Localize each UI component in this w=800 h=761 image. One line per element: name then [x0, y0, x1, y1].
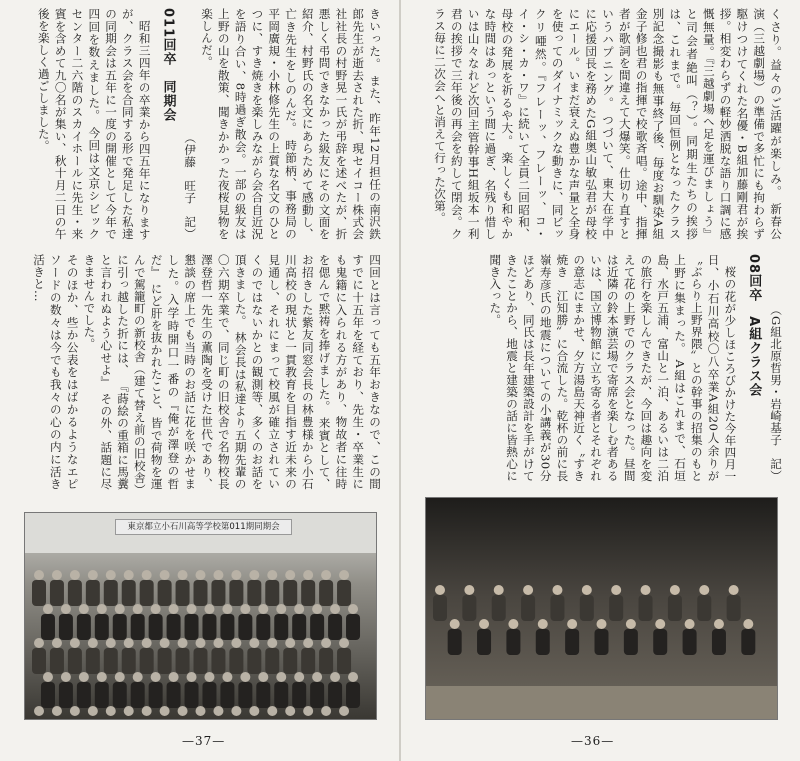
- photo-person-body: [639, 595, 653, 621]
- photo-person-body: [492, 595, 506, 621]
- photo-person-head: [552, 585, 562, 595]
- photo-person-head: [450, 619, 460, 629]
- photo-person-body: [477, 629, 491, 655]
- photo-person-head: [124, 638, 134, 648]
- photo-person-body: [536, 629, 550, 655]
- photo-person-body: [229, 648, 243, 674]
- photo-person-body: [122, 580, 136, 606]
- photo-person-body: [59, 614, 73, 640]
- photo-person-body: [41, 614, 55, 640]
- photo-person-body: [77, 614, 91, 640]
- photo-person-body: [59, 682, 73, 708]
- photo-person-body: [68, 580, 82, 606]
- photo-person-head: [106, 638, 116, 648]
- photo-person-head: [249, 638, 259, 648]
- photo-person-head: [699, 585, 709, 595]
- photo-person-head: [729, 585, 739, 595]
- photo-person-head: [204, 604, 214, 614]
- photo-person-head: [88, 638, 98, 648]
- photo-person-head: [276, 672, 286, 682]
- photo-person-head: [312, 672, 322, 682]
- photo-person-head: [348, 604, 358, 614]
- photo-person-head: [567, 619, 577, 629]
- photo-person-body: [77, 682, 91, 708]
- photo-person-body: [50, 648, 64, 674]
- photo-person-head: [276, 604, 286, 614]
- photo-person-body: [506, 629, 520, 655]
- photo-person-head: [339, 638, 349, 648]
- photo-person-head: [670, 585, 680, 595]
- page-36: [401, 0, 800, 761]
- photo-person-head: [267, 570, 277, 580]
- photo-person-body: [185, 614, 199, 640]
- photo-person-head: [249, 570, 259, 580]
- photo-person-head: [61, 672, 71, 682]
- photo-person-body: [265, 648, 279, 674]
- photo-person-body: [220, 682, 234, 708]
- photo-person-head: [196, 570, 206, 580]
- photo-person-head: [34, 638, 44, 648]
- photo-person-head: [160, 570, 170, 580]
- photo-person-body: [565, 629, 579, 655]
- photo-person-head: [52, 706, 62, 716]
- photo-person-body: [238, 614, 252, 640]
- right-col1-signature: （G組北原哲男・岩崎基子 記）: [769, 304, 783, 482]
- photo-person-body: [741, 629, 755, 655]
- photo-person-head: [312, 604, 322, 614]
- photo-person-body: [712, 629, 726, 655]
- photo-person-head: [133, 604, 143, 614]
- group-photo-011: [24, 512, 377, 720]
- left-col4-text: そのほか、些か公表をはばかるようなエピソードの数々は今でも我々の心の内に活き活きと…: [32, 254, 80, 490]
- photo-person-head: [655, 619, 665, 629]
- photo-person-body: [167, 614, 181, 640]
- photo-person-head: [303, 638, 313, 648]
- photo-person-body: [256, 614, 270, 640]
- photo-person-body: [149, 614, 163, 640]
- photo-person-body: [346, 614, 360, 640]
- photo-person-head: [249, 706, 259, 716]
- photo-person-head: [538, 619, 548, 629]
- photo-person-body: [319, 648, 333, 674]
- photo-person-body: [95, 614, 109, 640]
- photo-person-head: [52, 638, 62, 648]
- photo-person-body: [122, 648, 136, 674]
- photo-person-head: [743, 619, 753, 629]
- photo-person-head: [160, 706, 170, 716]
- photo-person-head: [339, 570, 349, 580]
- photo-person-body: [86, 648, 100, 674]
- photo-person-head: [124, 706, 134, 716]
- photo-person-body: [238, 682, 252, 708]
- photo-person-head: [626, 619, 636, 629]
- left-lower-text: [16, 254, 383, 490]
- photo-person-head: [43, 604, 53, 614]
- photo-person-head: [240, 672, 250, 682]
- photo-person-body: [328, 614, 342, 640]
- photo-person-body: [140, 580, 154, 606]
- photo-person-head: [231, 706, 241, 716]
- right-col2-text: 桜の花が少しほころびかけた今年四月一日、小石川高校〇八卒業A組20人余りが〝ぶらり上野界隈〟との幹事の招集のもと上野に集まった。 A組はこれまで、石垣島、水戸五浦、富山と一泊、あるいは二泊の旅行を楽しんできたが、今回は趣向を変えて花の上野でのクラス会となった。昼間は近隣の鈴本演芸場で寄席を楽しむ者あるいは、国立博物館に立ち寄る者とそれぞれの意志にまかせ、夕方湯島天神近く〝すき焼き 江知勝〟に合流した。乾杯の前に長嶺寿彦氏の地震についての小講義が30分ほどあり、同氏は長年建築設計を手がけてきたことから、地震と建築の話に皆熱心に聞き入った。: [488, 254, 738, 482]
- photo-person-head: [61, 604, 71, 614]
- photo-person-head: [70, 570, 80, 580]
- photo-person-head: [178, 570, 188, 580]
- photo-person-body: [274, 682, 288, 708]
- photo-person-body: [158, 648, 172, 674]
- photo-person-head: [213, 706, 223, 716]
- right-upper-text: [417, 8, 784, 240]
- photo-person-head: [294, 672, 304, 682]
- photo-person-body: [521, 595, 535, 621]
- photo-person-body: [265, 580, 279, 606]
- group-photo-08a-image: [426, 498, 777, 719]
- photo-person-head: [178, 638, 188, 648]
- photo-person-body: [95, 682, 109, 708]
- right-section-heading: 08回卒 A組クラス会: [746, 254, 762, 398]
- photo-person-head: [187, 604, 197, 614]
- photo-person-head: [258, 672, 268, 682]
- photo-person-body: [176, 648, 190, 674]
- photo-person-body: [595, 629, 609, 655]
- photo-person-head: [115, 604, 125, 614]
- photo-person-head: [151, 672, 161, 682]
- photo-person-body: [337, 648, 351, 674]
- page-37: [0, 0, 399, 761]
- photo-person-body: [697, 595, 711, 621]
- photo-person-head: [294, 604, 304, 614]
- photo-person-head: [611, 585, 621, 595]
- photo-person-head: [213, 638, 223, 648]
- photo-person-head: [479, 619, 489, 629]
- photo-person-body: [140, 648, 154, 674]
- photo-person-body: [462, 595, 476, 621]
- photo-person-body: [202, 614, 216, 640]
- photo-person-body: [229, 580, 243, 606]
- photo-person-head: [508, 619, 518, 629]
- photo-person-head: [34, 706, 44, 716]
- photo-person-body: [301, 648, 315, 674]
- photo-person-body: [194, 580, 208, 606]
- photo-person-body: [292, 682, 306, 708]
- photo-person-head: [70, 638, 80, 648]
- photo-person-head: [285, 706, 295, 716]
- photo-person-head: [258, 604, 268, 614]
- photo-person-head: [79, 604, 89, 614]
- photo-person-body: [328, 682, 342, 708]
- photo-person-head: [106, 706, 116, 716]
- photo-person-head: [97, 604, 107, 614]
- photo-person-head: [435, 585, 445, 595]
- photo-person-head: [231, 638, 241, 648]
- photo-person-body: [346, 682, 360, 708]
- photo-person-body: [149, 682, 163, 708]
- photo-person-body: [580, 595, 594, 621]
- photo-person-body: [653, 629, 667, 655]
- photo-person-head: [196, 706, 206, 716]
- photo-person-body: [158, 580, 172, 606]
- photo-person-head: [330, 604, 340, 614]
- page-number-right: —36—: [571, 734, 615, 748]
- photo-person-head: [582, 585, 592, 595]
- photo-person-head: [70, 706, 80, 716]
- photo-person-head: [196, 638, 206, 648]
- photo-person-head: [52, 570, 62, 580]
- group-photo-08a: [425, 497, 778, 720]
- left-upper-text: [16, 8, 383, 240]
- photo-person-head: [303, 706, 313, 716]
- photo-person-body: [194, 648, 208, 674]
- photo-person-head: [34, 570, 44, 580]
- photo-person-head: [106, 570, 116, 580]
- photo-person-head: [240, 604, 250, 614]
- photo-person-body: [683, 629, 697, 655]
- photo-person-body: [301, 580, 315, 606]
- photo-person-body: [167, 682, 181, 708]
- photo-person-head: [115, 672, 125, 682]
- photo-person-body: [319, 580, 333, 606]
- photo-person-body: [448, 629, 462, 655]
- photo-person-body: [211, 648, 225, 674]
- photo-person-body: [113, 682, 127, 708]
- photo-person-body: [211, 580, 225, 606]
- photo-person-body: [41, 682, 55, 708]
- photo-person-head: [641, 585, 651, 595]
- photo-person-head: [142, 570, 152, 580]
- photo-person-body: [727, 595, 741, 621]
- photo-person-head: [285, 570, 295, 580]
- photo-person-body: [247, 648, 261, 674]
- photo-person-head: [348, 672, 358, 682]
- photo-person-body: [283, 648, 297, 674]
- photo-person-body: [310, 682, 324, 708]
- photo-person-body: [86, 580, 100, 606]
- photo-person-head: [494, 585, 504, 595]
- photo-person-head: [213, 570, 223, 580]
- photo-person-head: [169, 672, 179, 682]
- photo-person-body: [32, 580, 46, 606]
- left-col1-text: きいった。 また、昨年12月担任の南沢鉄郎先生が逝去された折、現セイコー株式会社社長の村野晃一氏が弔辞を述べたが、折悪しく弔問できなかった級友にその文面を紹介、村野氏の名文にあらためて感動し、亡き先生をしのんだ。 時節柄、事務局の平岡廣規・小林修先生の上質な名文のひとつに、すき焼きを楽しみながら会合自近況を語り合い、8時過ぎ散会。一部の級友は上野の山を散策、聞きかかった夜桜見物を楽しんだ。: [200, 8, 382, 240]
- photo-person-head: [222, 672, 232, 682]
- photo-person-head: [142, 638, 152, 648]
- photo-person-body: [668, 595, 682, 621]
- photo-person-head: [714, 619, 724, 629]
- photo-person-head: [222, 604, 232, 614]
- right-lower-text: [417, 254, 784, 482]
- photo-person-head: [267, 638, 277, 648]
- page-number-left: —37—: [182, 734, 226, 748]
- photo-person-body: [202, 682, 216, 708]
- photo-person-body: [274, 614, 288, 640]
- photo-person-body: [292, 614, 306, 640]
- photo-person-body: [113, 614, 127, 640]
- photo-person-head: [597, 619, 607, 629]
- photo-person-head: [321, 570, 331, 580]
- photo-person-head: [231, 570, 241, 580]
- photo-person-body: [104, 580, 118, 606]
- photo-person-head: [43, 672, 53, 682]
- photo-person-body: [68, 648, 82, 674]
- photo-person-body: [131, 682, 145, 708]
- photo-person-head: [523, 585, 533, 595]
- photo-person-body: [220, 614, 234, 640]
- photo-person-body: [256, 682, 270, 708]
- photo-person-head: [124, 570, 134, 580]
- photo-person-body: [433, 595, 447, 621]
- photo-person-head: [464, 585, 474, 595]
- group-photo-011-image: [25, 513, 376, 719]
- right-col1-text: くさり。益々のご活躍が楽しみ。 新春公演（三越劇場）の準備で多忙にも拘わらず駆けつけてくれた名優・B組加藤剛君が挨拶。相変わらずの軽妙洒脱な語り口調に感慨無量。『三越劇場へ足を運びましょう』と司会者絶叫（？）。同期生たちの挨拶は、これまで。 毎回恒例となったクラス別記念撮影も無事終了後、毎度お馴染A組金子修也君の指揮で校歌斉唱。途中、指揮者が歌詞を間違えて大爆笑。仕切り直すというハプニング。 つづいて、東大在学中に応援団長を務めたG組奥山敏弘君が母校にエール。いまだ衰えぬ豊かな声量と全身を使ってのダイナミックな動きに、同ビックリ唖然。『フレーッ、フレーッ、コ・イ・シ・カ・ワ』に続いて全員二回昭和、母校の発展を祈るや大。 楽しくも和やかな時間はあっという間に過ぎ、名残り惜しいは山々なれど次回主管幹事H組坂本一利君の挨拶で三年後の再会を約して閉会。クラス毎に二次会へと消えて行った次第。: [433, 8, 783, 240]
- photo-person-body: [104, 648, 118, 674]
- photo-person-head: [142, 706, 152, 716]
- left-col2-text: 昭和三四年の卒業から四五年になりますが、クラス会を合同する形で発足した私達の同期会は五年に一度の開催として今年で四回を数えました。 今回は文京シビックセンター二六階のスカイホールに先生・来賓を含めて九〇名が集い、秋十月二日の午後を楽しく過ごしました。: [36, 8, 152, 240]
- left-col1-signature: （伊藤 旺子 記）: [183, 132, 198, 240]
- photo-person-head: [88, 706, 98, 716]
- photo-person-head: [178, 706, 188, 716]
- photo-person-head: [330, 672, 340, 682]
- photo-person-head: [97, 672, 107, 682]
- left-section-heading: 011回卒 同期会: [160, 8, 176, 123]
- photo-person-head: [685, 619, 695, 629]
- photo-person-body: [624, 629, 638, 655]
- photo-person-head: [204, 672, 214, 682]
- photo-person-body: [609, 595, 623, 621]
- photo-person-head: [133, 672, 143, 682]
- photo-person-body: [337, 580, 351, 606]
- photo-person-head: [160, 638, 170, 648]
- photo-person-body: [32, 648, 46, 674]
- photo-person-body: [50, 580, 64, 606]
- group-photo-banner: 東京都立小石川高等学校第011期同期会: [115, 519, 292, 535]
- photo-person-head: [303, 570, 313, 580]
- photo-person-head: [267, 706, 277, 716]
- photo-person-body: [176, 580, 190, 606]
- photo-person-body: [185, 682, 199, 708]
- photo-person-head: [187, 672, 197, 682]
- photo-person-head: [285, 638, 295, 648]
- photo-person-head: [88, 570, 98, 580]
- photo-person-body: [550, 595, 564, 621]
- photo-person-head: [169, 604, 179, 614]
- photo-person-body: [283, 580, 297, 606]
- photo-person-head: [339, 706, 349, 716]
- left-col3-text: 四回とは言っても五年おきなので、この間すでに十五年を経ており、先生・卒業生にも鬼籍に入られる方があり、物故者に往時を偲んで黙祷を捧げました。 来賓として、お招きした紫友同窓会長の林豊様から小石川高校の現状と一貫教育を目指す近未来の見通し、それにまって校風が確立されていくのではないかとの観測等、多くのお話を頂きました。 林会長は私達より五期先輩の〇六期卒業で、同じ町の旧校舎で名物校長澤登哲一先生の薫陶を受けた世代であり、懇談の席上でも当時のお話に花を咲かせました。入学時開口一番の『俺が澤登の哲だ』 にど肝を抜かれたこと、皆で荷物を運んで駕籠町の新校舎（建て替え前の旧校舎）に引っ越した折には、 『蒔絵の重箱に馬糞と言われぬよう心せよ』 その外、話題に尽きませんでした。: [82, 254, 382, 490]
- photo-person-head: [321, 706, 331, 716]
- photo-person-head: [151, 604, 161, 614]
- photo-person-body: [131, 614, 145, 640]
- photo-person-head: [321, 638, 331, 648]
- photo-person-body: [310, 614, 324, 640]
- photo-person-body: [247, 580, 261, 606]
- photo-person-head: [79, 672, 89, 682]
